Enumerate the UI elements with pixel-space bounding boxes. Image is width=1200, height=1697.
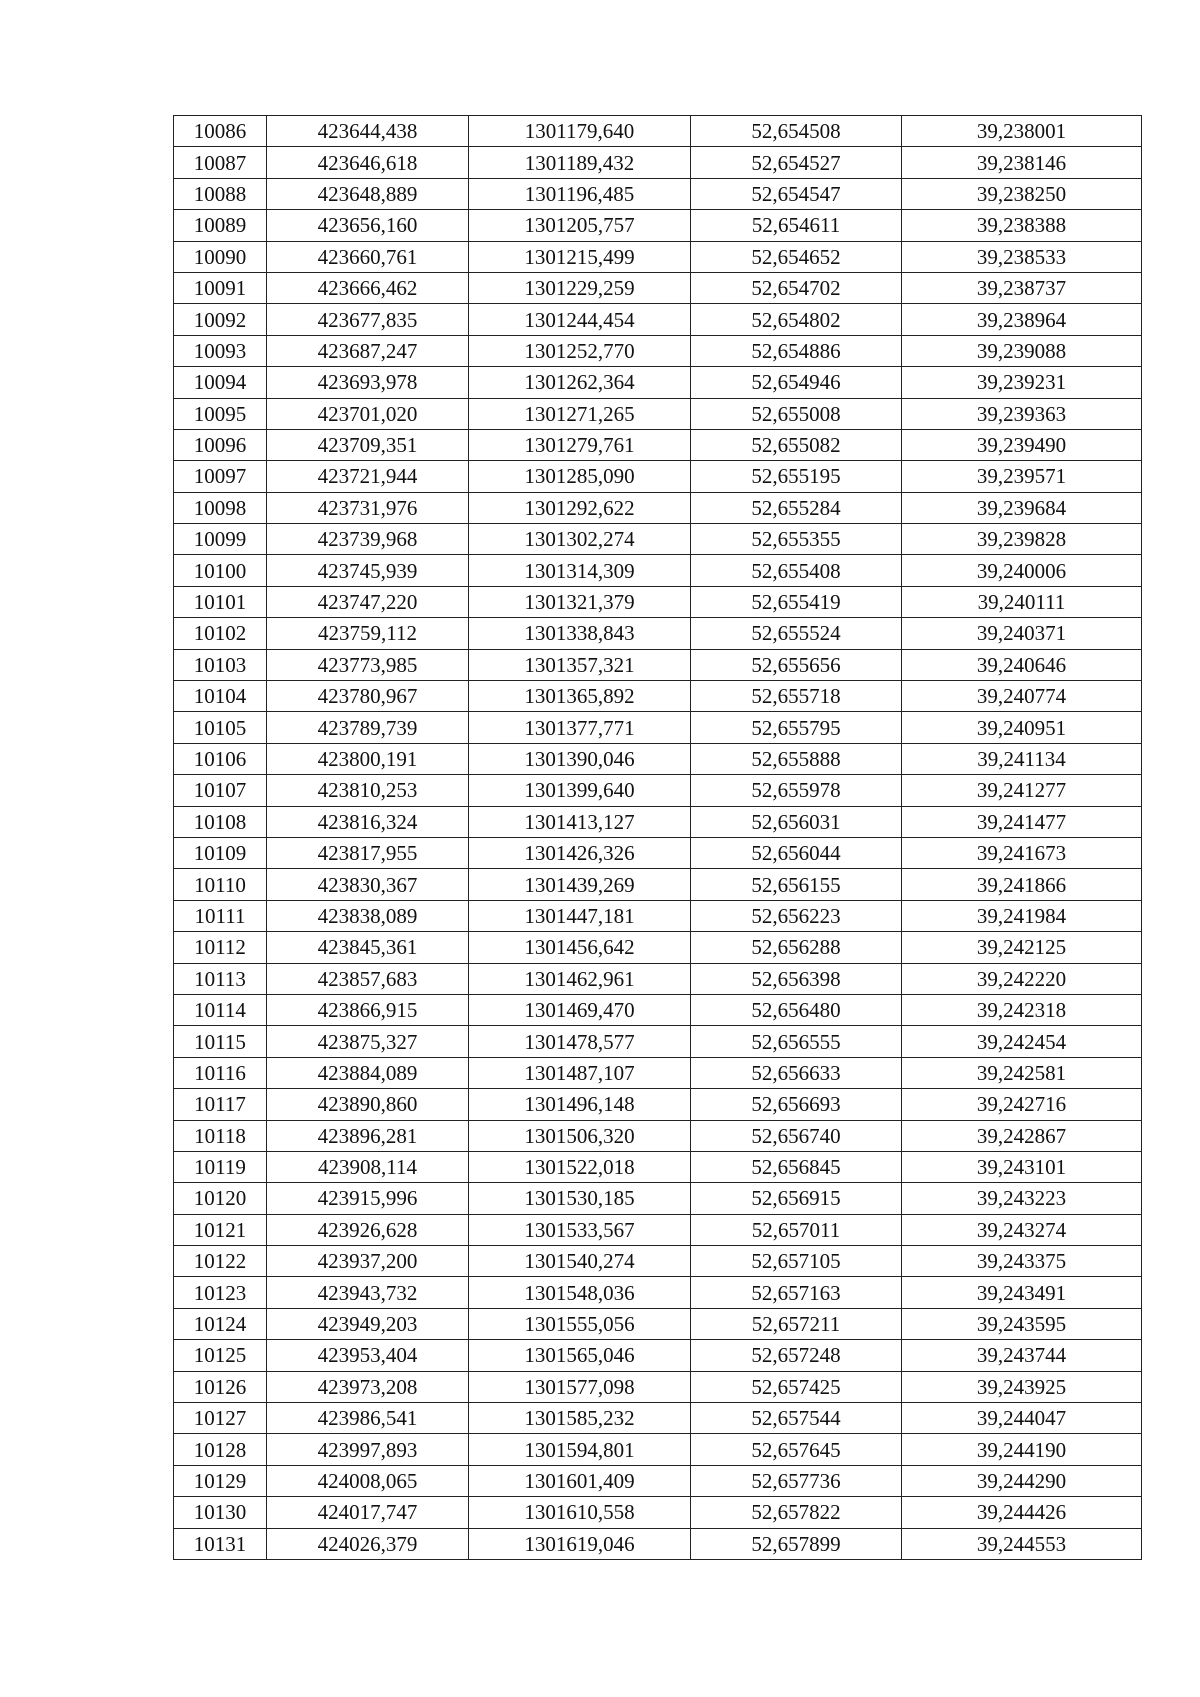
latitude-cell: 52,654886 (691, 335, 902, 366)
point-number-cell: 10106 (174, 743, 267, 774)
y-coordinate-cell: 1301338,843 (469, 618, 691, 649)
point-number-cell: 10096 (174, 429, 267, 460)
y-coordinate-cell: 1301390,046 (469, 743, 691, 774)
y-coordinate-cell: 1301478,577 (469, 1026, 691, 1057)
longitude-cell: 39,239828 (902, 524, 1142, 555)
point-number-cell: 10110 (174, 869, 267, 900)
table-row (174, 335, 1142, 366)
latitude-cell: 52,656845 (691, 1151, 902, 1182)
coordinates-table (173, 115, 1142, 1560)
point-number-cell: 10105 (174, 712, 267, 743)
y-coordinate-cell: 1301619,046 (469, 1528, 691, 1559)
point-number-cell: 10118 (174, 1120, 267, 1151)
x-coordinate-cell: 423953,404 (267, 1340, 469, 1371)
point-number-cell: 10126 (174, 1371, 267, 1402)
table-row (174, 1089, 1142, 1120)
point-number-cell: 10095 (174, 398, 267, 429)
point-number-cell: 10123 (174, 1277, 267, 1308)
y-coordinate-cell: 1301601,409 (469, 1465, 691, 1496)
latitude-cell: 52,657822 (691, 1497, 902, 1528)
y-coordinate-cell: 1301244,454 (469, 304, 691, 335)
x-coordinate-cell: 423949,203 (267, 1308, 469, 1339)
table-row (174, 586, 1142, 617)
y-coordinate-cell: 1301205,757 (469, 210, 691, 241)
longitude-cell: 39,239490 (902, 429, 1142, 460)
y-coordinate-cell: 1301555,056 (469, 1308, 691, 1339)
latitude-cell: 52,655524 (691, 618, 902, 649)
longitude-cell: 39,238737 (902, 272, 1142, 303)
x-coordinate-cell: 423884,089 (267, 1057, 469, 1088)
point-number-cell: 10117 (174, 1089, 267, 1120)
x-coordinate-cell: 423739,968 (267, 524, 469, 555)
point-number-cell: 10087 (174, 147, 267, 178)
table-row (174, 1403, 1142, 1434)
latitude-cell: 52,657645 (691, 1434, 902, 1465)
longitude-cell: 39,244047 (902, 1403, 1142, 1434)
table-row (174, 837, 1142, 868)
longitude-cell: 39,242125 (902, 932, 1142, 963)
longitude-cell: 39,238001 (902, 116, 1142, 147)
y-coordinate-cell: 1301506,320 (469, 1120, 691, 1151)
table-row (174, 492, 1142, 523)
point-number-cell: 10103 (174, 649, 267, 680)
point-number-cell: 10122 (174, 1246, 267, 1277)
table-row (174, 1434, 1142, 1465)
table-row (174, 241, 1142, 272)
y-coordinate-cell: 1301577,098 (469, 1371, 691, 1402)
x-coordinate-cell: 423721,944 (267, 461, 469, 492)
table-row (174, 869, 1142, 900)
y-coordinate-cell: 1301365,892 (469, 681, 691, 712)
latitude-cell: 52,655284 (691, 492, 902, 523)
point-number-cell: 10127 (174, 1403, 267, 1434)
table-row (174, 1151, 1142, 1182)
longitude-cell: 39,243744 (902, 1340, 1142, 1371)
y-coordinate-cell: 1301469,470 (469, 994, 691, 1025)
y-coordinate-cell: 1301377,771 (469, 712, 691, 743)
x-coordinate-cell: 423926,628 (267, 1214, 469, 1245)
point-number-cell: 10125 (174, 1340, 267, 1371)
table-row (174, 272, 1142, 303)
y-coordinate-cell: 1301585,232 (469, 1403, 691, 1434)
x-coordinate-cell: 423896,281 (267, 1120, 469, 1151)
x-coordinate-cell: 423875,327 (267, 1026, 469, 1057)
y-coordinate-cell: 1301215,499 (469, 241, 691, 272)
x-coordinate-cell: 424008,065 (267, 1465, 469, 1496)
latitude-cell: 52,655718 (691, 681, 902, 712)
latitude-cell: 52,655888 (691, 743, 902, 774)
table-row (174, 681, 1142, 712)
table-row (174, 1340, 1142, 1371)
longitude-cell: 39,242867 (902, 1120, 1142, 1151)
x-coordinate-cell: 423937,200 (267, 1246, 469, 1277)
longitude-cell: 39,238146 (902, 147, 1142, 178)
longitude-cell: 39,239571 (902, 461, 1142, 492)
latitude-cell: 52,657425 (691, 1371, 902, 1402)
y-coordinate-cell: 1301189,432 (469, 147, 691, 178)
x-coordinate-cell: 423973,208 (267, 1371, 469, 1402)
point-number-cell: 10112 (174, 932, 267, 963)
table-row (174, 712, 1142, 743)
point-number-cell: 10088 (174, 178, 267, 209)
x-coordinate-cell: 423656,160 (267, 210, 469, 241)
table-row (174, 367, 1142, 398)
table-row (174, 963, 1142, 994)
x-coordinate-cell: 423866,915 (267, 994, 469, 1025)
table-row (174, 304, 1142, 335)
table-row (174, 1214, 1142, 1245)
point-number-cell: 10124 (174, 1308, 267, 1339)
latitude-cell: 52,656555 (691, 1026, 902, 1057)
point-number-cell: 10128 (174, 1434, 267, 1465)
table-row (174, 775, 1142, 806)
longitude-cell: 39,240646 (902, 649, 1142, 680)
latitude-cell: 52,655355 (691, 524, 902, 555)
table-row (174, 1120, 1142, 1151)
longitude-cell: 39,243375 (902, 1246, 1142, 1277)
table-row (174, 994, 1142, 1025)
x-coordinate-cell: 423810,253 (267, 775, 469, 806)
table-row (174, 147, 1142, 178)
longitude-cell: 39,244290 (902, 1465, 1142, 1496)
longitude-cell: 39,242454 (902, 1026, 1142, 1057)
table-row (174, 555, 1142, 586)
x-coordinate-cell: 423890,860 (267, 1089, 469, 1120)
longitude-cell: 39,244426 (902, 1497, 1142, 1528)
point-number-cell: 10109 (174, 837, 267, 868)
longitude-cell: 39,241866 (902, 869, 1142, 900)
x-coordinate-cell: 423759,112 (267, 618, 469, 649)
latitude-cell: 52,655195 (691, 461, 902, 492)
y-coordinate-cell: 1301229,259 (469, 272, 691, 303)
x-coordinate-cell: 423677,835 (267, 304, 469, 335)
x-coordinate-cell: 423773,985 (267, 649, 469, 680)
table-row (174, 398, 1142, 429)
longitude-cell: 39,240774 (902, 681, 1142, 712)
longitude-cell: 39,241477 (902, 806, 1142, 837)
longitude-cell: 39,241134 (902, 743, 1142, 774)
x-coordinate-cell: 424026,379 (267, 1528, 469, 1559)
x-coordinate-cell: 423915,996 (267, 1183, 469, 1214)
latitude-cell: 52,654802 (691, 304, 902, 335)
longitude-cell: 39,241277 (902, 775, 1142, 806)
x-coordinate-cell: 423789,739 (267, 712, 469, 743)
table-row (174, 618, 1142, 649)
latitude-cell: 52,655082 (691, 429, 902, 460)
x-coordinate-cell: 423908,114 (267, 1151, 469, 1182)
y-coordinate-cell: 1301302,274 (469, 524, 691, 555)
y-coordinate-cell: 1301399,640 (469, 775, 691, 806)
latitude-cell: 52,656031 (691, 806, 902, 837)
table-row (174, 524, 1142, 555)
point-number-cell: 10093 (174, 335, 267, 366)
latitude-cell: 52,655408 (691, 555, 902, 586)
x-coordinate-cell: 423857,683 (267, 963, 469, 994)
y-coordinate-cell: 1301565,046 (469, 1340, 691, 1371)
longitude-cell: 39,238388 (902, 210, 1142, 241)
y-coordinate-cell: 1301447,181 (469, 900, 691, 931)
latitude-cell: 52,657899 (691, 1528, 902, 1559)
y-coordinate-cell: 1301262,364 (469, 367, 691, 398)
latitude-cell: 52,654527 (691, 147, 902, 178)
latitude-cell: 52,657544 (691, 1403, 902, 1434)
table-row (174, 1183, 1142, 1214)
y-coordinate-cell: 1301548,036 (469, 1277, 691, 1308)
latitude-cell: 52,654547 (691, 178, 902, 209)
longitude-cell: 39,239684 (902, 492, 1142, 523)
point-number-cell: 10119 (174, 1151, 267, 1182)
x-coordinate-cell: 423644,438 (267, 116, 469, 147)
y-coordinate-cell: 1301522,018 (469, 1151, 691, 1182)
longitude-cell: 39,241984 (902, 900, 1142, 931)
longitude-cell: 39,242581 (902, 1057, 1142, 1088)
x-coordinate-cell: 423817,955 (267, 837, 469, 868)
table-row (174, 429, 1142, 460)
latitude-cell: 52,655795 (691, 712, 902, 743)
table-row (174, 649, 1142, 680)
y-coordinate-cell: 1301496,148 (469, 1089, 691, 1120)
x-coordinate-cell: 423845,361 (267, 932, 469, 963)
longitude-cell: 39,242716 (902, 1089, 1142, 1120)
x-coordinate-cell: 423709,351 (267, 429, 469, 460)
y-coordinate-cell: 1301610,558 (469, 1497, 691, 1528)
longitude-cell: 39,243491 (902, 1277, 1142, 1308)
latitude-cell: 52,654508 (691, 116, 902, 147)
latitude-cell: 52,654611 (691, 210, 902, 241)
longitude-cell: 39,239231 (902, 367, 1142, 398)
longitude-cell: 39,240006 (902, 555, 1142, 586)
x-coordinate-cell: 423800,191 (267, 743, 469, 774)
x-coordinate-cell: 423693,978 (267, 367, 469, 398)
table-row (174, 1465, 1142, 1496)
coordinates-table-body (174, 116, 1142, 1560)
y-coordinate-cell: 1301279,761 (469, 429, 691, 460)
table-row (174, 1308, 1142, 1339)
x-coordinate-cell: 423648,889 (267, 178, 469, 209)
point-number-cell: 10091 (174, 272, 267, 303)
longitude-cell: 39,240951 (902, 712, 1142, 743)
latitude-cell: 52,656480 (691, 994, 902, 1025)
latitude-cell: 52,654652 (691, 241, 902, 272)
x-coordinate-cell: 423747,220 (267, 586, 469, 617)
latitude-cell: 52,657248 (691, 1340, 902, 1371)
x-coordinate-cell: 423838,089 (267, 900, 469, 931)
latitude-cell: 52,656155 (691, 869, 902, 900)
x-coordinate-cell: 423731,976 (267, 492, 469, 523)
point-number-cell: 10131 (174, 1528, 267, 1559)
y-coordinate-cell: 1301314,309 (469, 555, 691, 586)
longitude-cell: 39,243223 (902, 1183, 1142, 1214)
x-coordinate-cell: 423830,367 (267, 869, 469, 900)
table-row (174, 932, 1142, 963)
y-coordinate-cell: 1301540,274 (469, 1246, 691, 1277)
point-number-cell: 10100 (174, 555, 267, 586)
point-number-cell: 10089 (174, 210, 267, 241)
longitude-cell: 39,238964 (902, 304, 1142, 335)
latitude-cell: 52,657163 (691, 1277, 902, 1308)
point-number-cell: 10129 (174, 1465, 267, 1496)
table-row (174, 461, 1142, 492)
point-number-cell: 10130 (174, 1497, 267, 1528)
point-number-cell: 10102 (174, 618, 267, 649)
x-coordinate-cell: 423745,939 (267, 555, 469, 586)
point-number-cell: 10121 (174, 1214, 267, 1245)
y-coordinate-cell: 1301252,770 (469, 335, 691, 366)
y-coordinate-cell: 1301426,326 (469, 837, 691, 868)
table-row (174, 900, 1142, 931)
y-coordinate-cell: 1301196,485 (469, 178, 691, 209)
y-coordinate-cell: 1301530,185 (469, 1183, 691, 1214)
x-coordinate-cell: 423687,247 (267, 335, 469, 366)
y-coordinate-cell: 1301285,090 (469, 461, 691, 492)
longitude-cell: 39,244190 (902, 1434, 1142, 1465)
y-coordinate-cell: 1301533,567 (469, 1214, 691, 1245)
point-number-cell: 10098 (174, 492, 267, 523)
y-coordinate-cell: 1301487,107 (469, 1057, 691, 1088)
latitude-cell: 52,657736 (691, 1465, 902, 1496)
y-coordinate-cell: 1301439,269 (469, 869, 691, 900)
table-row (174, 1371, 1142, 1402)
longitude-cell: 39,240111 (902, 586, 1142, 617)
longitude-cell: 39,239088 (902, 335, 1142, 366)
x-coordinate-cell: 423666,462 (267, 272, 469, 303)
x-coordinate-cell: 423646,618 (267, 147, 469, 178)
latitude-cell: 52,655656 (691, 649, 902, 680)
longitude-cell: 39,243925 (902, 1371, 1142, 1402)
table-row (174, 1057, 1142, 1088)
latitude-cell: 52,656915 (691, 1183, 902, 1214)
longitude-cell: 39,243595 (902, 1308, 1142, 1339)
y-coordinate-cell: 1301357,321 (469, 649, 691, 680)
table-row (174, 743, 1142, 774)
y-coordinate-cell: 1301271,265 (469, 398, 691, 429)
table-row (174, 116, 1142, 147)
x-coordinate-cell: 423660,761 (267, 241, 469, 272)
table-row (174, 1528, 1142, 1559)
y-coordinate-cell: 1301462,961 (469, 963, 691, 994)
longitude-cell: 39,238533 (902, 241, 1142, 272)
latitude-cell: 52,657011 (691, 1214, 902, 1245)
longitude-cell: 39,242220 (902, 963, 1142, 994)
table-row (174, 1277, 1142, 1308)
x-coordinate-cell: 423986,541 (267, 1403, 469, 1434)
longitude-cell: 39,241673 (902, 837, 1142, 868)
latitude-cell: 52,656223 (691, 900, 902, 931)
point-number-cell: 10115 (174, 1026, 267, 1057)
longitude-cell: 39,243274 (902, 1214, 1142, 1245)
longitude-cell: 39,238250 (902, 178, 1142, 209)
longitude-cell: 39,239363 (902, 398, 1142, 429)
y-coordinate-cell: 1301594,801 (469, 1434, 691, 1465)
latitude-cell: 52,656740 (691, 1120, 902, 1151)
point-number-cell: 10090 (174, 241, 267, 272)
point-number-cell: 10097 (174, 461, 267, 492)
point-number-cell: 10104 (174, 681, 267, 712)
table-row (174, 178, 1142, 209)
latitude-cell: 52,655419 (691, 586, 902, 617)
x-coordinate-cell: 423701,020 (267, 398, 469, 429)
table-row (174, 210, 1142, 241)
latitude-cell: 52,656288 (691, 932, 902, 963)
latitude-cell: 52,656044 (691, 837, 902, 868)
longitude-cell: 39,242318 (902, 994, 1142, 1025)
point-number-cell: 10099 (174, 524, 267, 555)
latitude-cell: 52,654702 (691, 272, 902, 303)
point-number-cell: 10108 (174, 806, 267, 837)
y-coordinate-cell: 1301321,379 (469, 586, 691, 617)
table-row (174, 1246, 1142, 1277)
latitude-cell: 52,655008 (691, 398, 902, 429)
longitude-cell: 39,243101 (902, 1151, 1142, 1182)
table-row (174, 806, 1142, 837)
point-number-cell: 10101 (174, 586, 267, 617)
table-row (174, 1026, 1142, 1057)
point-number-cell: 10086 (174, 116, 267, 147)
x-coordinate-cell: 424017,747 (267, 1497, 469, 1528)
point-number-cell: 10092 (174, 304, 267, 335)
point-number-cell: 10116 (174, 1057, 267, 1088)
latitude-cell: 52,654946 (691, 367, 902, 398)
point-number-cell: 10094 (174, 367, 267, 398)
x-coordinate-cell: 423816,324 (267, 806, 469, 837)
latitude-cell: 52,657211 (691, 1308, 902, 1339)
point-number-cell: 10107 (174, 775, 267, 806)
latitude-cell: 52,656633 (691, 1057, 902, 1088)
table-row (174, 1497, 1142, 1528)
y-coordinate-cell: 1301413,127 (469, 806, 691, 837)
point-number-cell: 10111 (174, 900, 267, 931)
latitude-cell: 52,655978 (691, 775, 902, 806)
x-coordinate-cell: 423780,967 (267, 681, 469, 712)
longitude-cell: 39,240371 (902, 618, 1142, 649)
y-coordinate-cell: 1301179,640 (469, 116, 691, 147)
point-number-cell: 10113 (174, 963, 267, 994)
longitude-cell: 39,244553 (902, 1528, 1142, 1559)
x-coordinate-cell: 423943,732 (267, 1277, 469, 1308)
latitude-cell: 52,657105 (691, 1246, 902, 1277)
y-coordinate-cell: 1301292,622 (469, 492, 691, 523)
latitude-cell: 52,656398 (691, 963, 902, 994)
x-coordinate-cell: 423997,893 (267, 1434, 469, 1465)
point-number-cell: 10114 (174, 994, 267, 1025)
point-number-cell: 10120 (174, 1183, 267, 1214)
y-coordinate-cell: 1301456,642 (469, 932, 691, 963)
latitude-cell: 52,656693 (691, 1089, 902, 1120)
